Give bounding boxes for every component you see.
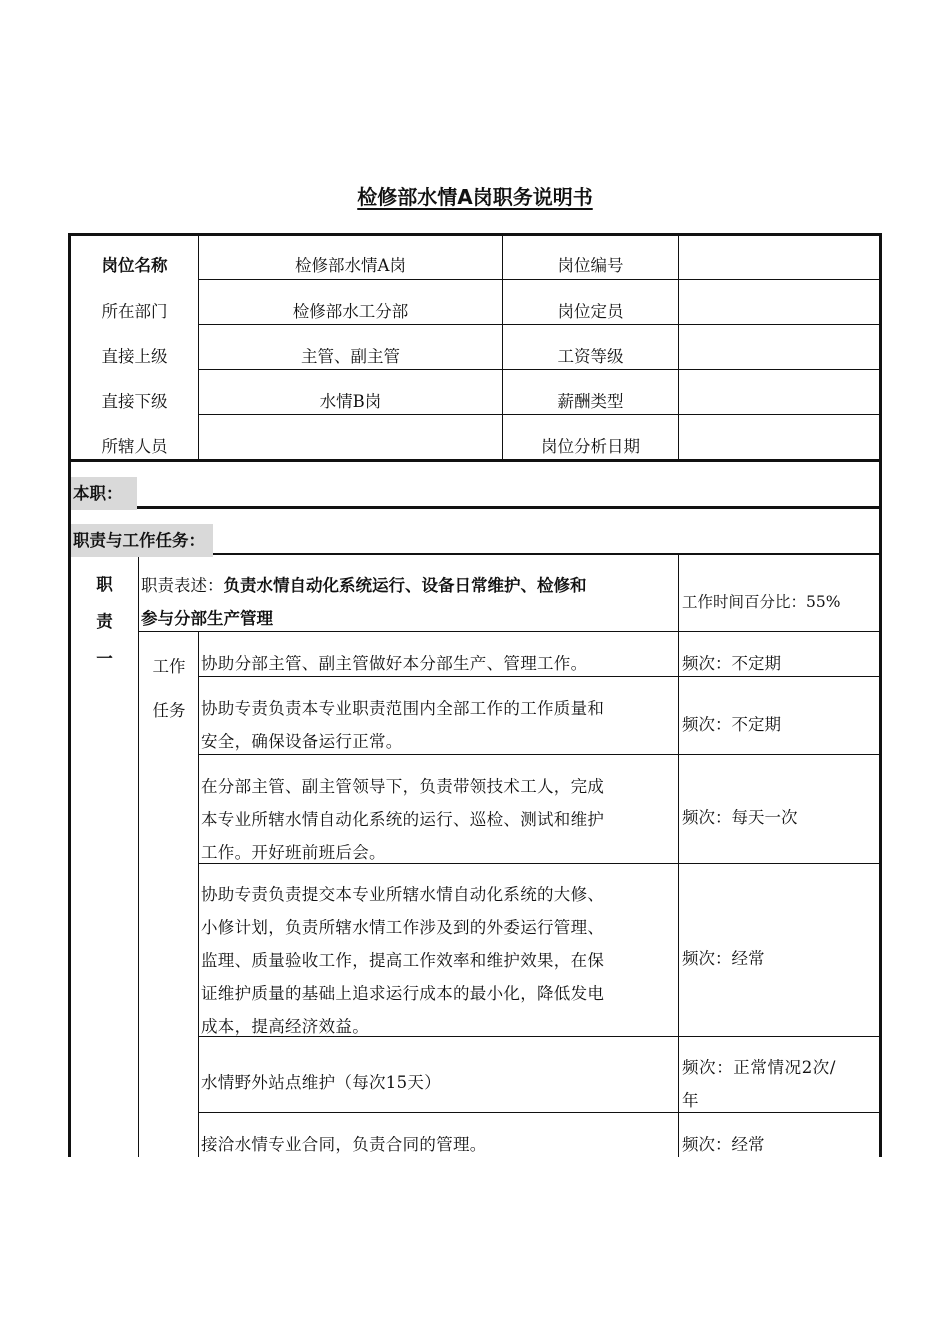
label-salary-grade: 工资等级: [557, 347, 624, 366]
value-direct-superior: 主管、副主管: [301, 347, 400, 366]
task-3-frequency: 频次：每天一次: [682, 808, 798, 827]
section-duties-tasks: 职责与工作任务：: [71, 525, 213, 555]
value-position-code: [679, 243, 879, 288]
task-2-frequency: 频次：不定期: [682, 715, 781, 734]
value-direct-subordinate: 水情B岗: [319, 392, 382, 411]
value-department: 检修部水工分部: [292, 302, 409, 321]
value-staff: [199, 424, 502, 469]
label-department: 所在部门: [101, 302, 168, 321]
task-label: 工作 任务: [152, 657, 186, 720]
task-6-frequency: 频次：经常: [682, 1135, 765, 1154]
label-staff: 所辖人员: [101, 437, 168, 456]
value-headcount: [679, 289, 879, 334]
duty-time-percent: 工作时间百分比：55%: [682, 593, 841, 611]
section-main-duty: 本职：: [71, 478, 137, 508]
task-6-text: 接洽水情专业合同，负责合同的管理。: [201, 1135, 487, 1154]
label-direct-superior: 直接上级: [101, 347, 168, 366]
task-3-text: 在分部主管、副主管领导下，负责带领技术工人，完成 本专业所辖水情自动化系统的运行、巡检、测试和维护 工作。开好班前班后会。: [201, 777, 605, 862]
value-pay-type: [679, 379, 879, 424]
label-position-code: 岗位编号: [557, 256, 624, 275]
label-position-name: 岗位名称: [101, 256, 168, 275]
value-analysis-date: [679, 424, 879, 469]
label-pay-type: 薪酬类型: [557, 392, 624, 411]
duty-description: 职责表述：负责水情自动化系统运行、设备日常维护、检修和 参与分部生产管理: [141, 576, 587, 628]
task-1-text: 协助分部主管、副主管做好本分部生产、管理工作。: [201, 654, 588, 673]
label-headcount: 岗位定员: [557, 302, 624, 321]
label-direct-subordinate: 直接下级: [101, 392, 168, 411]
duty-one-label: 职 责 一: [96, 575, 113, 668]
task-5-text: 水情野外站点维护（每次15天）: [201, 1073, 441, 1092]
document-title: 检修部水情A岗职务说明书: [357, 185, 593, 209]
value-position-name: 检修部水情A岗: [295, 256, 406, 275]
label-analysis-date: 岗位分析日期: [541, 437, 640, 456]
task-1-frequency: 频次：不定期: [682, 654, 781, 673]
task-2-text: 协助专责负责本专业职责范围内全部工作的工作质量和 安全，确保设备运行正常。: [201, 699, 605, 751]
task-4-text: 协助专责负责提交本专业所辖水情自动化系统的大修、 小修计划，负责所辖水情工作涉及到的外委运行管理、 监理、质量验收工作，提高工作效率和维护效果，在保 证维护质量的基础上追求运行成本的最小化，降低发电 成本，提高经济效益。: [201, 885, 605, 1036]
value-salary-grade: [679, 334, 879, 379]
task-4-frequency: 频次：经常: [682, 949, 765, 968]
task-5-frequency: 频次：正常情况2次/ 年: [682, 1058, 837, 1110]
